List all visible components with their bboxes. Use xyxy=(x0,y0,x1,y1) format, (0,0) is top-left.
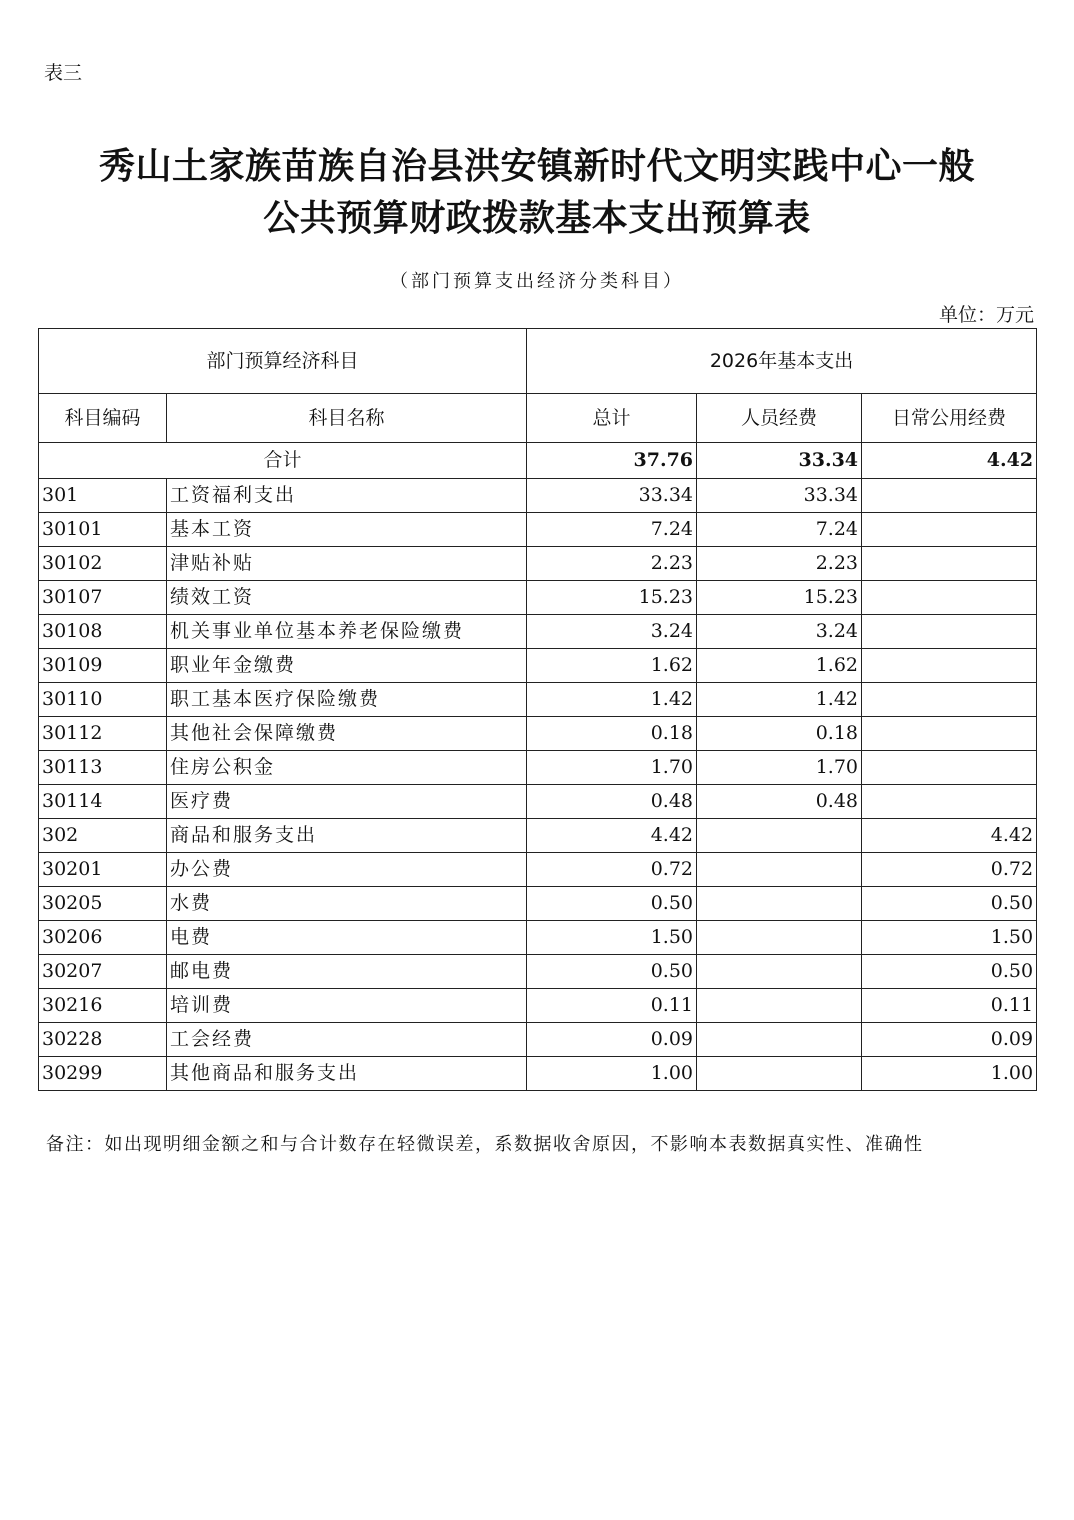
row-personnel xyxy=(697,955,862,989)
header-subject-group: 部门预算经济科目 xyxy=(39,329,527,394)
unit-label: 单位：万元 xyxy=(938,304,1034,326)
row-name: 商品和服务支出 xyxy=(167,819,527,853)
row-name: 邮电费 xyxy=(167,955,527,989)
row-public: 0.11 xyxy=(862,989,1037,1023)
row-total: 33.34 xyxy=(527,479,697,513)
table-label: 表三 xyxy=(44,62,83,84)
row-public: 0.72 xyxy=(862,853,1037,887)
row-total: 7.24 xyxy=(527,513,697,547)
row-name: 办公费 xyxy=(167,853,527,887)
row-personnel: 0.48 xyxy=(697,785,862,819)
row-total: 3.24 xyxy=(527,615,697,649)
row-code: 30109 xyxy=(39,649,167,683)
row-code: 30207 xyxy=(39,955,167,989)
table-row xyxy=(39,649,1037,683)
row-public: 0.50 xyxy=(862,887,1037,921)
row-total: 2.23 xyxy=(527,547,697,581)
row-name: 职业年金缴费 xyxy=(167,649,527,683)
row-code: 30299 xyxy=(39,1057,167,1091)
row-personnel: 0.18 xyxy=(697,717,862,751)
row-name: 其他商品和服务支出 xyxy=(167,1057,527,1091)
table-row xyxy=(39,819,1037,853)
table-row xyxy=(39,785,1037,819)
row-personnel: 15.23 xyxy=(697,581,862,615)
table-row xyxy=(39,921,1037,955)
header-total: 总计 xyxy=(527,394,697,443)
row-total: 15.23 xyxy=(527,581,697,615)
row-public xyxy=(862,547,1037,581)
table-row xyxy=(39,751,1037,785)
table-row xyxy=(39,581,1037,615)
row-public xyxy=(862,615,1037,649)
row-name: 其他社会保障缴费 xyxy=(167,717,527,751)
table-row xyxy=(39,853,1037,887)
row-total: 0.72 xyxy=(527,853,697,887)
row-public: 0.50 xyxy=(862,955,1037,989)
row-personnel: 1.62 xyxy=(697,649,862,683)
row-personnel: 33.34 xyxy=(697,479,862,513)
row-total: 0.09 xyxy=(527,1023,697,1057)
table-row xyxy=(39,989,1037,1023)
row-code: 30108 xyxy=(39,615,167,649)
row-total: 1.00 xyxy=(527,1057,697,1091)
header-row-group xyxy=(39,329,1037,394)
table-row xyxy=(39,615,1037,649)
row-code: 30216 xyxy=(39,989,167,1023)
row-personnel xyxy=(697,921,862,955)
table-row xyxy=(39,513,1037,547)
total-label: 合计 xyxy=(39,443,527,479)
total-public: 4.42 xyxy=(862,443,1037,479)
row-personnel: 1.42 xyxy=(697,683,862,717)
header-row-columns xyxy=(39,394,1037,443)
table-row xyxy=(39,887,1037,921)
row-public: 1.00 xyxy=(862,1057,1037,1091)
table-row xyxy=(39,683,1037,717)
page-title-line1: 秀山土家族苗族自治县洪安镇新时代文明实践中心一般 xyxy=(98,145,975,187)
row-code: 30110 xyxy=(39,683,167,717)
header-name: 科目名称 xyxy=(167,394,527,443)
row-personnel xyxy=(697,819,862,853)
row-name: 绩效工资 xyxy=(167,581,527,615)
row-personnel: 3.24 xyxy=(697,615,862,649)
row-public xyxy=(862,581,1037,615)
header-expense-group: 2026年基本支出 xyxy=(527,329,1037,394)
row-name: 工资福利支出 xyxy=(167,479,527,513)
row-name: 机关事业单位基本养老保险缴费 xyxy=(167,615,527,649)
row-total: 1.70 xyxy=(527,751,697,785)
row-name: 医疗费 xyxy=(167,785,527,819)
table-row xyxy=(39,955,1037,989)
row-code: 302 xyxy=(39,819,167,853)
row-public xyxy=(862,513,1037,547)
row-total: 0.50 xyxy=(527,955,697,989)
row-personnel xyxy=(697,1023,862,1057)
row-code: 30206 xyxy=(39,921,167,955)
total-row xyxy=(39,443,1037,479)
row-personnel xyxy=(697,989,862,1023)
row-code: 30101 xyxy=(39,513,167,547)
row-total: 4.42 xyxy=(527,819,697,853)
row-total: 1.50 xyxy=(527,921,697,955)
row-total: 0.11 xyxy=(527,989,697,1023)
total-personnel: 33.34 xyxy=(697,443,862,479)
table-row xyxy=(39,1057,1037,1091)
row-personnel xyxy=(697,887,862,921)
row-code: 30201 xyxy=(39,853,167,887)
row-code: 30112 xyxy=(39,717,167,751)
header-personnel: 人员经费 xyxy=(697,394,862,443)
row-name: 职工基本医疗保险缴费 xyxy=(167,683,527,717)
row-public xyxy=(862,649,1037,683)
table-row xyxy=(39,547,1037,581)
row-public xyxy=(862,785,1037,819)
row-code: 30113 xyxy=(39,751,167,785)
row-personnel xyxy=(697,1057,862,1091)
row-personnel xyxy=(697,853,862,887)
row-name: 津贴补贴 xyxy=(167,547,527,581)
row-total: 1.62 xyxy=(527,649,697,683)
row-code: 30114 xyxy=(39,785,167,819)
page-title-line2: 公共预算财政拨款基本支出预算表 xyxy=(263,197,811,239)
row-personnel: 1.70 xyxy=(697,751,862,785)
row-code: 30205 xyxy=(39,887,167,921)
row-code: 30228 xyxy=(39,1023,167,1057)
row-total: 0.50 xyxy=(527,887,697,921)
row-total: 0.18 xyxy=(527,717,697,751)
table-row xyxy=(39,1023,1037,1057)
row-public xyxy=(862,751,1037,785)
row-code: 30102 xyxy=(39,547,167,581)
row-personnel: 7.24 xyxy=(697,513,862,547)
table-row xyxy=(39,717,1037,751)
row-public: 1.50 xyxy=(862,921,1037,955)
row-public xyxy=(862,717,1037,751)
row-name: 培训费 xyxy=(167,989,527,1023)
row-name: 工会经费 xyxy=(167,1023,527,1057)
header-public: 日常公用经费 xyxy=(862,394,1037,443)
row-name: 住房公积金 xyxy=(167,751,527,785)
row-personnel: 2.23 xyxy=(697,547,862,581)
row-public xyxy=(862,479,1037,513)
footnote: 备注：如出现明细金额之和与合计数存在轻微误差，系数据收舍原因，不影响本表数据真实性、准确性 xyxy=(46,1134,924,1155)
row-total: 0.48 xyxy=(527,785,697,819)
row-name: 基本工资 xyxy=(167,513,527,547)
row-code: 30107 xyxy=(39,581,167,615)
total-sum: 37.76 xyxy=(527,443,697,479)
row-code: 301 xyxy=(39,479,167,513)
page-subtitle: （部门预算支出经济分类科目） xyxy=(390,271,684,292)
row-public: 4.42 xyxy=(862,819,1037,853)
header-code: 科目编码 xyxy=(39,394,167,443)
row-public: 0.09 xyxy=(862,1023,1037,1057)
row-total: 1.42 xyxy=(527,683,697,717)
budget-table xyxy=(38,328,1037,1091)
table-row xyxy=(39,479,1037,513)
row-name: 电费 xyxy=(167,921,527,955)
row-public xyxy=(862,683,1037,717)
row-name: 水费 xyxy=(167,887,527,921)
